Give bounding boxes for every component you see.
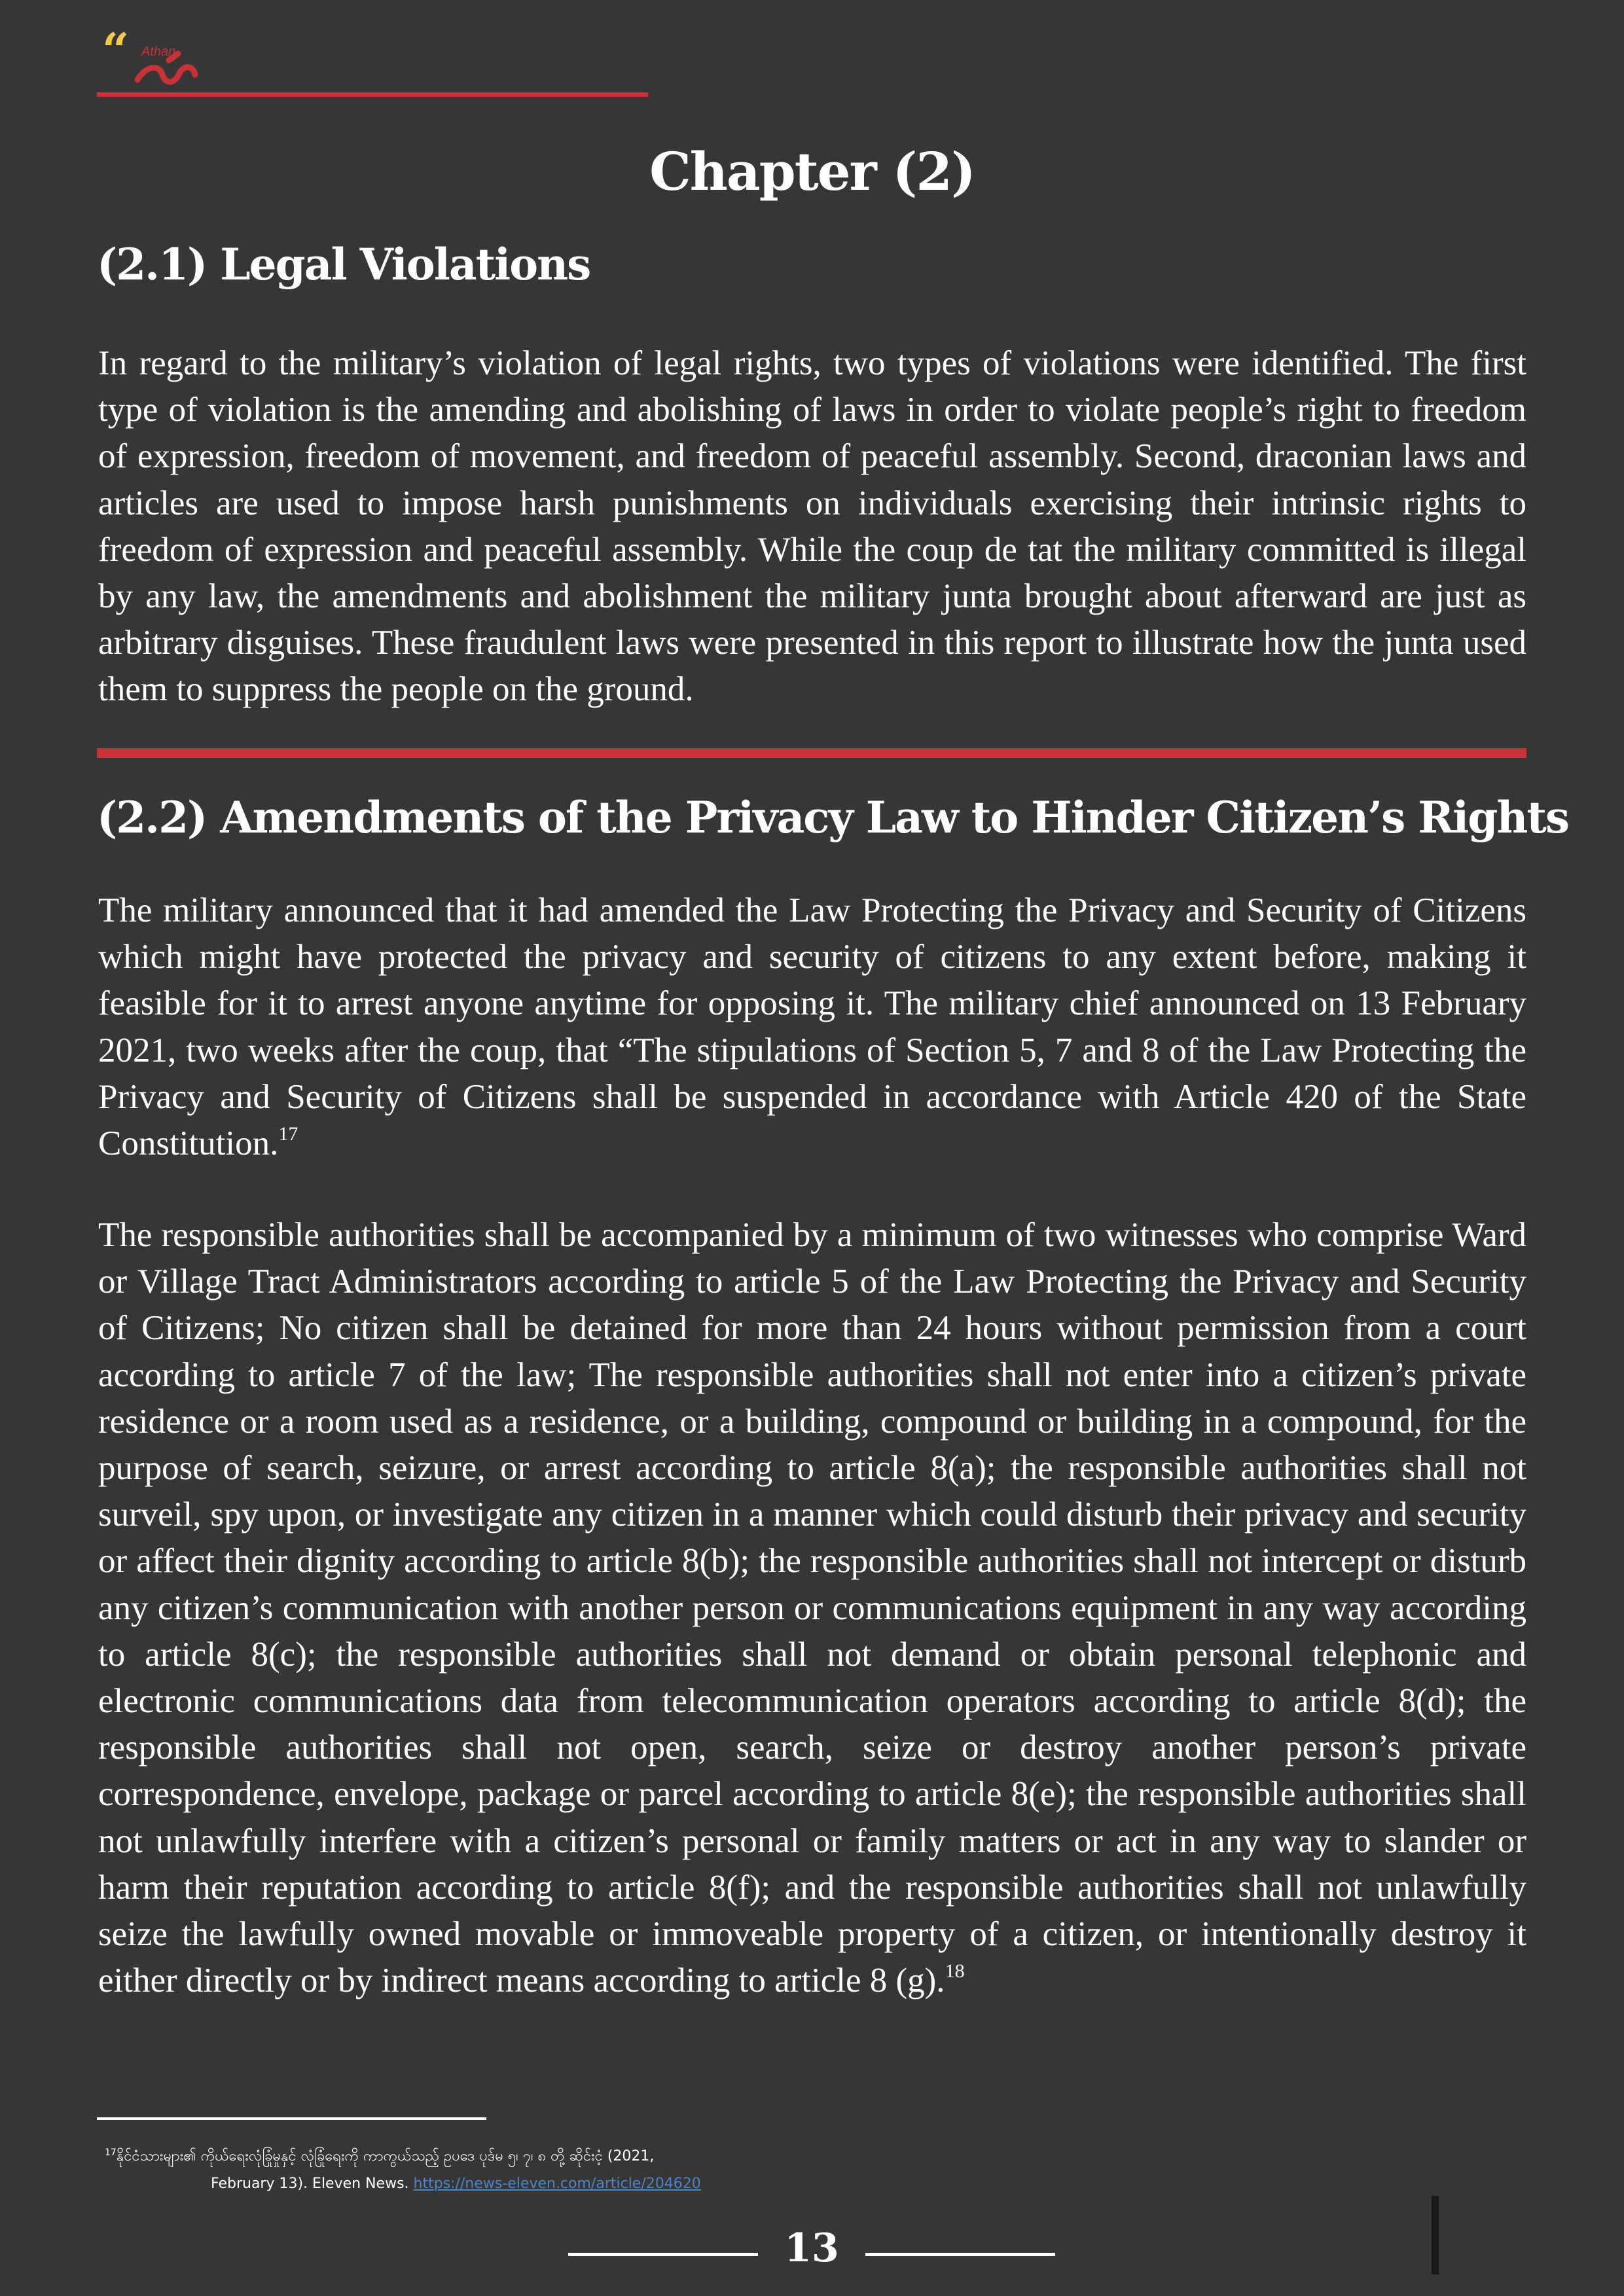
footnote-rule [97,2117,486,2120]
page-number-rule-left [568,2253,758,2256]
corner-bookmark-mark [1432,2196,1439,2274]
section-heading-2-2: (2.2) Amendments of the Privacy Law to Hinder Citizen’s Rights [97,792,1568,843]
header-rule [97,92,648,97]
paragraph-text: The responsible authorities shall be accompanied by a minimum of two witnesses who comprise Ward or Village Tract Administrators according to article 5 of the Law Protecting the Privacy and Security of Citizens; No citizen shall be detained for more than 24 hours without permission from a court according to article 7 of the law; The responsible authorities shall not enter into a citizen’s private residence or a room used as a residence, or a building, compound or building in a compound, for the purpose of search, seizure, or arrest according to article 8(a); the responsible authorities shall not surveil, spy upon, or investigate any citizen in a manner which could disturb their privacy and security or affect their dignity according to article 8(b); the responsible authorities shall not intercept or disturb any citizen’s communication with another person or communications equipment in any way according to article 8(c); the responsible authorities shall not demand or obtain personal telephonic and electronic communications data from telecommunication operators according to article 8(d); the responsible authorities shall not open, search, seize or destroy another person’s private correspondence, envelope, package or parcel according to article 8(e); the responsible authorities shall not unlawfully interfere with a citizen’s personal or family matters or act in any way to slander or harm their reputation according to article 8(f); and the responsible authorities shall not unlawfully seize the lawfully owned movable or immoveable property of a citizen, or intentionally destroy it either directly or by indirect means according to article 8 (g). [98,1216,1526,2000]
footnote-number: 17 [105,2147,117,2158]
footnote-ref-17[interactable]: 17 [278,1123,298,1145]
paragraph-privacy-law-amendment [98,888,1526,1167]
paragraph-legal-violations: In regard to the military’s violation of legal rights, two types of violations were identified. The first type of violation is the amending and abolishing of laws in order to violate people’s right to freedom of expression, freedom of movement, and freedom of peaceful assembly. Second, draconian laws and articles are used to impose harsh punishments on individuals exercising their intrinsic rights to freedom of expression and peaceful assembly. While the coup de tat the military committed is illegal by any law, the amendments and abolishment the military junta brought about afterward are just as arbitrary disguises. These fraudulent laws were presented in this report to illustrate how the junta used them to suppress the people on the ground. [98,344,1526,709]
quote-mark-icon: “ [102,26,130,78]
footnote-ref-18[interactable]: 18 [945,1960,965,1982]
athan-logo [97,26,215,92]
chapter-title: Chapter (2) [649,141,975,202]
page-number: 13 [784,2225,839,2271]
footnote-source: February 13). Eleven News. [211,2176,409,2192]
section-divider [97,748,1526,758]
page-number-rule-right [865,2253,1055,2256]
footnote-text: နိုင်ငံသားများ၏ ကိုယ်ရေးလုံခြုံမှုနှင့် လုံခြုံရေးကို ကာကွယ်သည့် ဥပဒေ ပုဒ်မ ၅၊ ၇၊ ၈ တို့ ဆိုင်းငံ့ (2021, [116,2148,655,2164]
logo-wordmark: Athan [141,45,176,59]
paragraph-privacy-articles [98,1212,1526,2004]
footnote-link[interactable]: https://news-eleven.com/article/204620 [413,2176,701,2192]
paragraph-text: The military announced that it had amended the Law Protecting the Privacy and Security of Citizens which might have protected the privacy and security of citizens to any extent before, making it feasible for it to arrest anyone anytime for opposing it. The military chief announced on 13 February 2021, two weeks after the coup, that “The stipulations of Section 5, 7 and 8 of the Law Protecting the Privacy and Security of Citizens shall be suspended in accordance with Article 420 of the State Constitution. [98,891,1526,1163]
footnote-17 [105,2139,890,2198]
section-heading-2-1: (2.1) Legal Violations [97,239,590,290]
